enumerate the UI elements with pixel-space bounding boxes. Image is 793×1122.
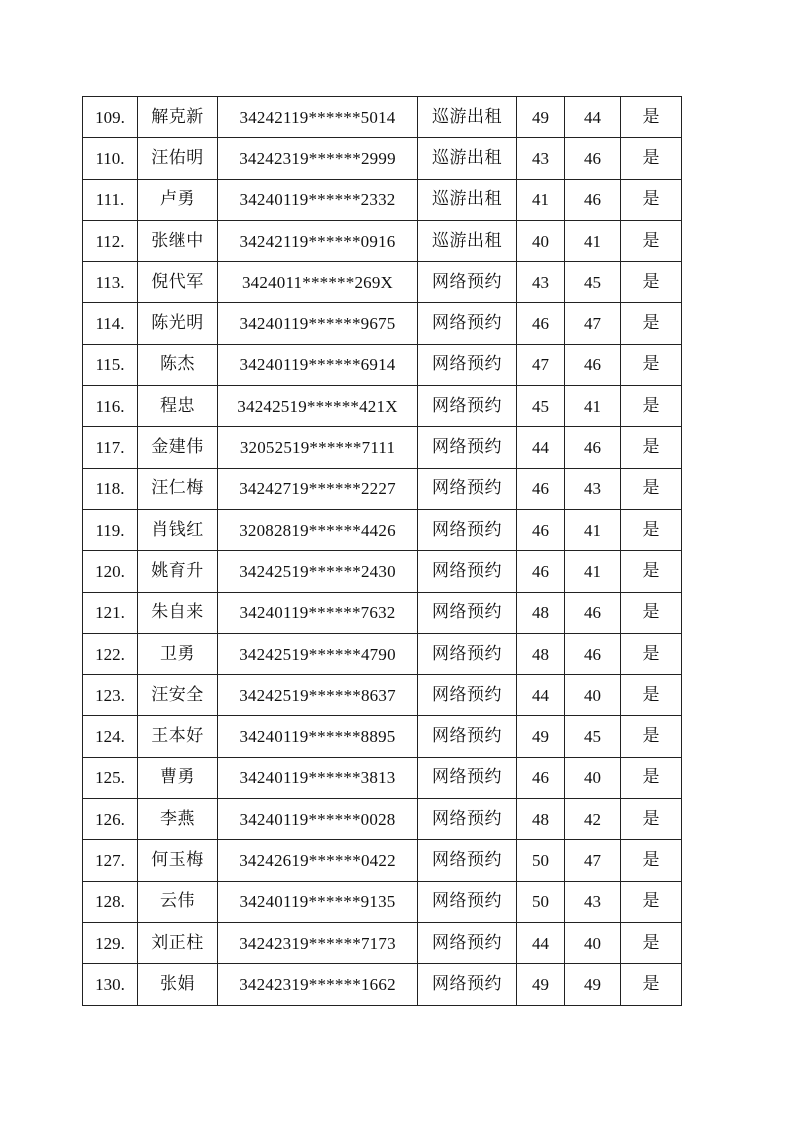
id-number: 34240119******6914 — [218, 344, 418, 385]
score-2: 45 — [565, 716, 621, 757]
service-type: 网络预约 — [418, 881, 517, 922]
id-number: 34242519******8637 — [218, 675, 418, 716]
id-number: 34242519******421X — [218, 386, 418, 427]
pass-status: 是 — [621, 97, 682, 138]
score-1: 44 — [517, 922, 565, 963]
id-number: 34240119******3813 — [218, 757, 418, 798]
row-number: 111. — [83, 179, 138, 220]
service-type: 网络预约 — [418, 509, 517, 550]
row-number: 118. — [83, 468, 138, 509]
service-type: 网络预约 — [418, 386, 517, 427]
pass-status: 是 — [621, 922, 682, 963]
score-2: 41 — [565, 551, 621, 592]
pass-status: 是 — [621, 551, 682, 592]
id-number: 32082819******4426 — [218, 509, 418, 550]
row-number: 110. — [83, 138, 138, 179]
table-row — [83, 716, 682, 757]
score-2: 40 — [565, 922, 621, 963]
person-name: 刘正柱 — [138, 922, 218, 963]
table-row — [83, 220, 682, 261]
pass-status: 是 — [621, 675, 682, 716]
table-row — [83, 922, 682, 963]
person-name: 朱自来 — [138, 592, 218, 633]
score-1: 46 — [517, 757, 565, 798]
pass-status: 是 — [621, 303, 682, 344]
id-number: 32052519******7111 — [218, 427, 418, 468]
person-name: 何玉梅 — [138, 840, 218, 881]
person-name: 金建伟 — [138, 427, 218, 468]
row-number: 116. — [83, 386, 138, 427]
score-1: 44 — [517, 675, 565, 716]
id-number: 34242319******1662 — [218, 964, 418, 1005]
service-type: 网络预约 — [418, 344, 517, 385]
person-name: 汪仁梅 — [138, 468, 218, 509]
person-name: 肖钱红 — [138, 509, 218, 550]
table-row — [83, 386, 682, 427]
id-number: 34240119******9135 — [218, 881, 418, 922]
pass-status: 是 — [621, 179, 682, 220]
row-number: 125. — [83, 757, 138, 798]
row-number: 113. — [83, 262, 138, 303]
score-1: 50 — [517, 881, 565, 922]
person-name: 王本好 — [138, 716, 218, 757]
service-type: 网络预约 — [418, 592, 517, 633]
row-number: 109. — [83, 97, 138, 138]
person-name: 陈杰 — [138, 344, 218, 385]
score-2: 41 — [565, 509, 621, 550]
service-type: 网络预约 — [418, 468, 517, 509]
id-number: 34242519******2430 — [218, 551, 418, 592]
id-number: 34242119******0916 — [218, 220, 418, 261]
score-2: 46 — [565, 427, 621, 468]
pass-status: 是 — [621, 468, 682, 509]
pass-status: 是 — [621, 964, 682, 1005]
score-2: 47 — [565, 303, 621, 344]
row-number: 130. — [83, 964, 138, 1005]
row-number: 126. — [83, 799, 138, 840]
id-number: 34240119******0028 — [218, 799, 418, 840]
pass-status: 是 — [621, 344, 682, 385]
person-name: 倪代军 — [138, 262, 218, 303]
pass-status: 是 — [621, 262, 682, 303]
table-row — [83, 675, 682, 716]
id-number: 34240119******9675 — [218, 303, 418, 344]
table-row — [83, 179, 682, 220]
service-type: 网络预约 — [418, 840, 517, 881]
pass-status: 是 — [621, 427, 682, 468]
score-2: 46 — [565, 344, 621, 385]
table-row — [83, 551, 682, 592]
person-name: 张继中 — [138, 220, 218, 261]
service-type: 网络预约 — [418, 262, 517, 303]
id-number: 34242319******2999 — [218, 138, 418, 179]
score-2: 43 — [565, 881, 621, 922]
pass-status: 是 — [621, 716, 682, 757]
score-1: 48 — [517, 633, 565, 674]
roster-table — [82, 96, 682, 1006]
person-name: 李燕 — [138, 799, 218, 840]
score-2: 47 — [565, 840, 621, 881]
row-number: 128. — [83, 881, 138, 922]
score-2: 41 — [565, 220, 621, 261]
service-type: 网络预约 — [418, 551, 517, 592]
service-type: 巡游出租 — [418, 138, 517, 179]
table-row — [83, 757, 682, 798]
table-row — [83, 138, 682, 179]
row-number: 124. — [83, 716, 138, 757]
row-number: 114. — [83, 303, 138, 344]
table-row — [83, 964, 682, 1005]
person-name: 陈光明 — [138, 303, 218, 344]
service-type: 网络预约 — [418, 964, 517, 1005]
score-2: 40 — [565, 675, 621, 716]
row-number: 121. — [83, 592, 138, 633]
person-name: 姚育升 — [138, 551, 218, 592]
score-1: 49 — [517, 964, 565, 1005]
service-type: 巡游出租 — [418, 179, 517, 220]
table-row — [83, 303, 682, 344]
score-1: 44 — [517, 427, 565, 468]
row-number: 120. — [83, 551, 138, 592]
score-1: 48 — [517, 799, 565, 840]
pass-status: 是 — [621, 386, 682, 427]
person-name: 汪安全 — [138, 675, 218, 716]
table-row — [83, 592, 682, 633]
pass-status: 是 — [621, 509, 682, 550]
table-row — [83, 840, 682, 881]
score-2: 46 — [565, 592, 621, 633]
service-type: 网络预约 — [418, 757, 517, 798]
score-1: 41 — [517, 179, 565, 220]
table-row — [83, 799, 682, 840]
score-2: 46 — [565, 179, 621, 220]
service-type: 网络预约 — [418, 633, 517, 674]
pass-status: 是 — [621, 633, 682, 674]
score-2: 46 — [565, 633, 621, 674]
service-type: 网络预约 — [418, 922, 517, 963]
table-row — [83, 97, 682, 138]
score-1: 50 — [517, 840, 565, 881]
pass-status: 是 — [621, 592, 682, 633]
score-1: 45 — [517, 386, 565, 427]
score-1: 40 — [517, 220, 565, 261]
service-type: 网络预约 — [418, 427, 517, 468]
score-2: 41 — [565, 386, 621, 427]
person-name: 解克新 — [138, 97, 218, 138]
score-1: 43 — [517, 262, 565, 303]
person-name: 汪佑明 — [138, 138, 218, 179]
score-2: 42 — [565, 799, 621, 840]
score-1: 43 — [517, 138, 565, 179]
score-1: 49 — [517, 97, 565, 138]
person-name: 程忠 — [138, 386, 218, 427]
person-name: 曹勇 — [138, 757, 218, 798]
score-2: 46 — [565, 138, 621, 179]
score-1: 46 — [517, 509, 565, 550]
person-name: 卢勇 — [138, 179, 218, 220]
person-name: 云伟 — [138, 881, 218, 922]
table-row — [83, 633, 682, 674]
id-number: 34242119******5014 — [218, 97, 418, 138]
row-number: 129. — [83, 922, 138, 963]
id-number: 34242319******7173 — [218, 922, 418, 963]
pass-status: 是 — [621, 138, 682, 179]
table-row — [83, 344, 682, 385]
score-1: 46 — [517, 551, 565, 592]
person-name: 卫勇 — [138, 633, 218, 674]
row-number: 119. — [83, 509, 138, 550]
service-type: 网络预约 — [418, 303, 517, 344]
score-2: 43 — [565, 468, 621, 509]
id-number: 34242719******2227 — [218, 468, 418, 509]
id-number: 34242619******0422 — [218, 840, 418, 881]
id-number: 34240119******2332 — [218, 179, 418, 220]
person-name: 张娟 — [138, 964, 218, 1005]
id-number: 34240119******7632 — [218, 592, 418, 633]
score-2: 49 — [565, 964, 621, 1005]
row-number: 117. — [83, 427, 138, 468]
score-1: 49 — [517, 716, 565, 757]
pass-status: 是 — [621, 220, 682, 261]
pass-status: 是 — [621, 757, 682, 798]
score-1: 48 — [517, 592, 565, 633]
table-row — [83, 881, 682, 922]
pass-status: 是 — [621, 799, 682, 840]
id-number: 34240119******8895 — [218, 716, 418, 757]
score-1: 47 — [517, 344, 565, 385]
table-row — [83, 509, 682, 550]
id-number: 3424011******269X — [218, 262, 418, 303]
score-2: 45 — [565, 262, 621, 303]
score-1: 46 — [517, 303, 565, 344]
score-2: 40 — [565, 757, 621, 798]
pass-status: 是 — [621, 881, 682, 922]
roster-table-body — [83, 97, 682, 1006]
table-row — [83, 262, 682, 303]
score-1: 46 — [517, 468, 565, 509]
row-number: 115. — [83, 344, 138, 385]
id-number: 34242519******4790 — [218, 633, 418, 674]
score-2: 44 — [565, 97, 621, 138]
service-type: 网络预约 — [418, 716, 517, 757]
table-row — [83, 468, 682, 509]
service-type: 巡游出租 — [418, 220, 517, 261]
service-type: 巡游出租 — [418, 97, 517, 138]
row-number: 127. — [83, 840, 138, 881]
table-row — [83, 427, 682, 468]
service-type: 网络预约 — [418, 799, 517, 840]
row-number: 122. — [83, 633, 138, 674]
row-number: 123. — [83, 675, 138, 716]
pass-status: 是 — [621, 840, 682, 881]
row-number: 112. — [83, 220, 138, 261]
service-type: 网络预约 — [418, 675, 517, 716]
